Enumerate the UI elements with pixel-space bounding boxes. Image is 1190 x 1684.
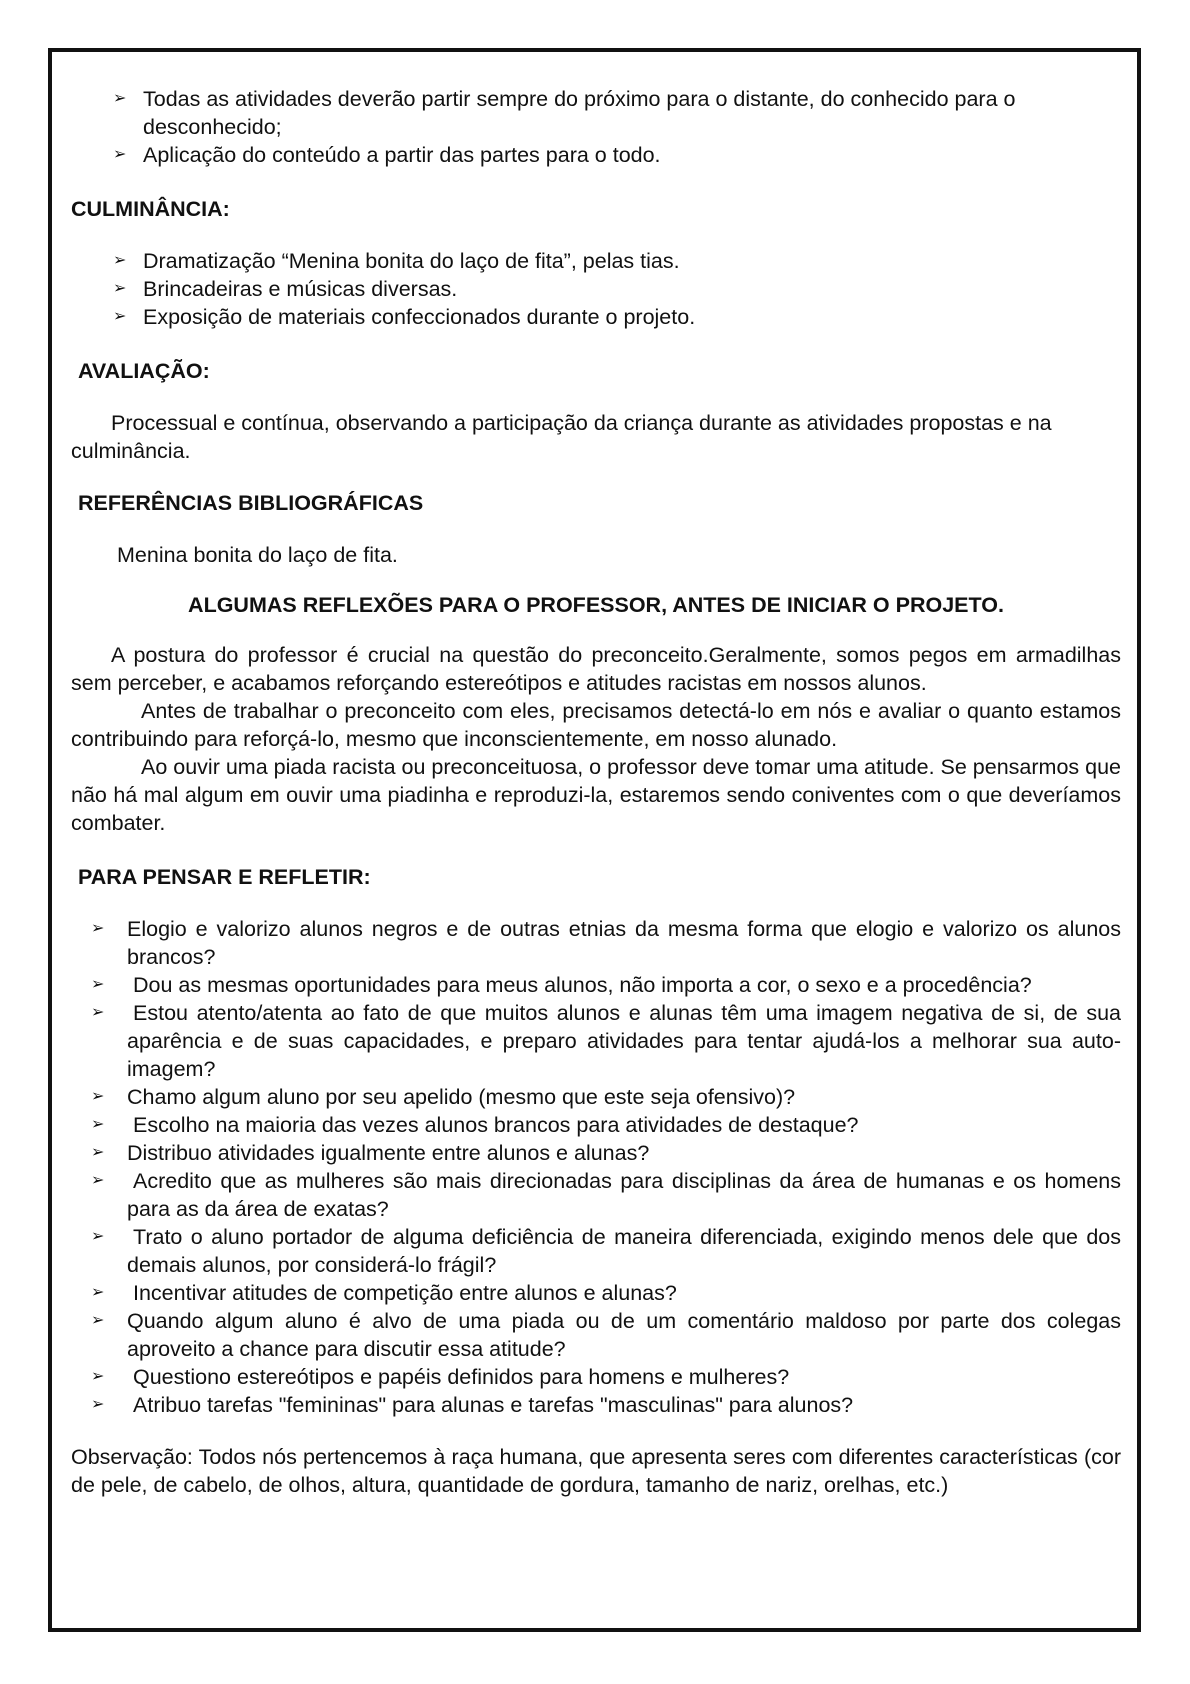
reflexoes-heading: ALGUMAS REFLEXÕES PARA O PROFESSOR, ANTES DE INICIAR O PROJETO. [188, 593, 1004, 617]
reflexoes-paragraph-1: A postura do professor é crucial na questão do preconceito.Geralmente, somos pegos em armadilhas sem perceber, e acabamos reforçando estereótipos e atitudes racistas em nossos alunos. [71, 643, 1121, 695]
list-item: ➢ Acredito que as mulheres são mais direcionadas para disciplinas da área de humanas e os homens para as da área de exatas? [91, 1169, 1121, 1221]
arrow-bullet-icon: ➢ [91, 920, 105, 937]
referencias-text: Menina bonita do laço de fita. [117, 543, 398, 567]
list-item: ➢ Quando algum aluno é alvo de uma piada ou de um comentário maldoso por parte dos colegas aproveito a chance para discutir essa atitude? [91, 1309, 1121, 1361]
arrow-bullet-icon: ➢ [113, 252, 127, 269]
arrow-bullet-icon: ➢ [91, 1368, 105, 1385]
arrow-bullet-icon: ➢ [113, 146, 127, 163]
observacao-text: Observação: Todos nós pertencemos à raça humana, que apresenta seres com diferentes características (cor de pele, de cabelo, de olhos, altura, quantidade de gordura, tamanho de nariz, orelhas, etc.) [71, 1445, 1121, 1497]
arrow-bullet-icon: ➢ [91, 1144, 105, 1161]
intro-list [71, 85, 1121, 169]
culminancia-list [71, 247, 1121, 331]
arrow-bullet-icon: ➢ [91, 976, 105, 993]
list-item: ➢ Dramatização “Menina bonita do laço de fita”, pelas tias. [113, 249, 680, 273]
avaliacao-heading: AVALIAÇÃO: [78, 359, 210, 383]
arrow-bullet-icon: ➢ [113, 308, 127, 325]
list-item: ➢ Questiono estereótipos e papéis definidos para homens e mulheres? [91, 1365, 790, 1389]
arrow-bullet-icon: ➢ [91, 1116, 105, 1133]
list-item: ➢ Atribuo tarefas "femininas" para alunas e tarefas "masculinas" para alunos? [91, 1393, 854, 1417]
list-item: ➢ Todas as atividades deverão partir sempre do próximo para o distante, do conhecido para o desconhecido; [113, 87, 1016, 139]
list-item: ➢ Brincadeiras e músicas diversas. [113, 277, 458, 301]
list-item: ➢ Distribuo atividades igualmente entre alunos e alunas? [91, 1141, 650, 1165]
document-body [71, 85, 1121, 1499]
reflexoes-paragraph-2: Antes de trabalhar o preconceito com eles, precisamos detectá-lo em nós e avaliar o quanto estamos contribuindo para reforçá-lo, mesmo que inconscientemente, em nosso alunado. [71, 699, 1121, 751]
arrow-bullet-icon: ➢ [91, 1172, 105, 1189]
pensar-heading: PARA PENSAR E REFLETIR: [78, 865, 371, 889]
list-item: ➢ Trato o aluno portador de alguma deficiência de maneira diferenciada, exigindo menos dele que dos demais alunos, por considerá-lo frágil? [91, 1225, 1121, 1277]
arrow-bullet-icon: ➢ [91, 1312, 105, 1329]
arrow-bullet-icon: ➢ [91, 1284, 105, 1301]
arrow-bullet-icon: ➢ [91, 1088, 105, 1105]
list-item: ➢ Aplicação do conteúdo a partir das partes para o todo. [113, 143, 661, 167]
referencias-heading: REFERÊNCIAS BIBLIOGRÁFICAS [78, 491, 424, 515]
arrow-bullet-icon: ➢ [113, 280, 127, 297]
arrow-bullet-icon: ➢ [91, 1396, 105, 1413]
pensar-list [71, 915, 1121, 1419]
list-item: ➢ Elogio e valorizo alunos negros e de outras etnias da mesma forma que elogio e valorizo os alunos brancos? [91, 917, 1121, 969]
reflexoes-paragraph-3: Ao ouvir uma piada racista ou preconceituosa, o professor deve tomar uma atitude. Se pensarmos que não há mal algum em ouvir uma piadinha e reproduzi-la, estaremos sendo coniventes com o que deveríamos combater. [71, 755, 1121, 835]
list-item: ➢ Incentivar atitudes de competição entre alunos e alunas? [91, 1281, 677, 1305]
arrow-bullet-icon: ➢ [91, 1004, 105, 1021]
list-item: ➢ Dou as mesmas oportunidades para meus alunos, não importa a cor, o sexo e a procedência? [91, 973, 1032, 997]
arrow-bullet-icon: ➢ [91, 1228, 105, 1245]
culminancia-heading: CULMINÂNCIA: [71, 197, 230, 221]
arrow-bullet-icon: ➢ [113, 90, 127, 107]
list-item: ➢ Chamo algum aluno por seu apelido (mesmo que este seja ofensivo)? [91, 1085, 796, 1109]
list-item: ➢ Estou atento/atenta ao fato de que muitos alunos e alunas têm uma imagem negativa de si, de sua aparência e de suas capacidades, e preparo atividades para tentar ajudá-los a melhorar sua auto-imagem? [91, 1001, 1121, 1081]
list-item: ➢ Exposição de materiais confeccionados durante o projeto. [113, 305, 696, 329]
list-item: ➢ Escolho na maioria das vezes alunos brancos para atividades de destaque? [91, 1113, 859, 1137]
avaliacao-text: Processual e contínua, observando a participação da criança durante as atividades propostas e na culminância. [71, 411, 1052, 463]
